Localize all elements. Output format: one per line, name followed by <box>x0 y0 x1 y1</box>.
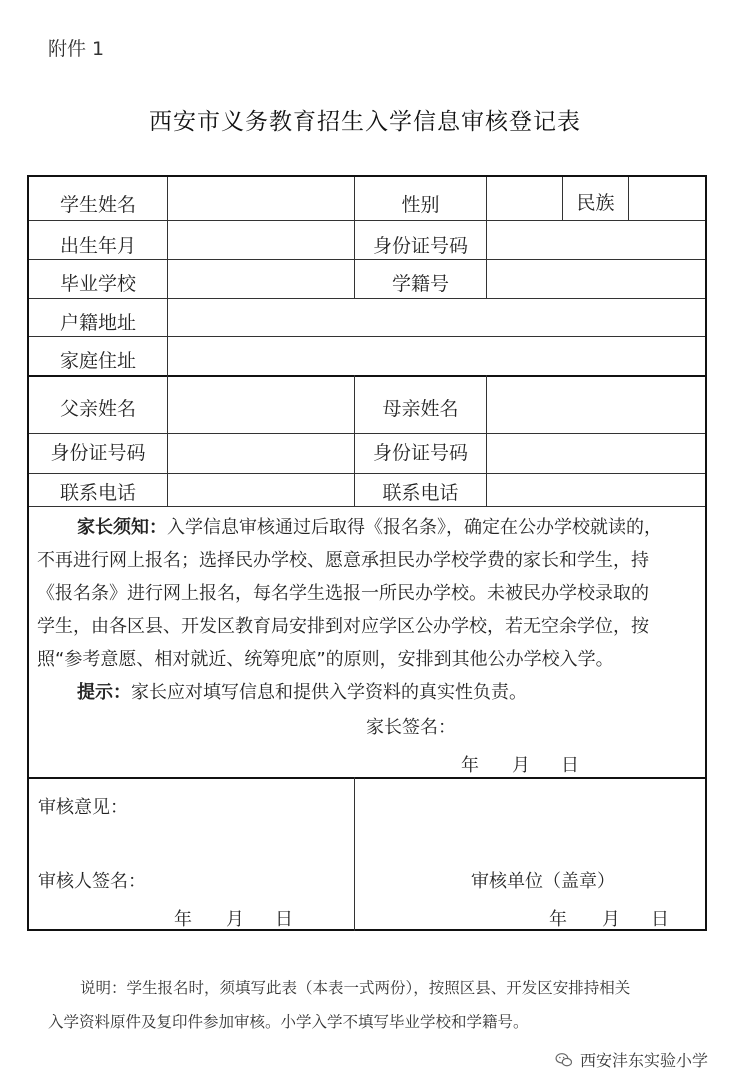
gender-label: 性别 <box>401 193 440 216</box>
mother-name-field[interactable] <box>487 377 705 433</box>
father-id-label: 身份证号码 <box>50 441 146 464</box>
home-address-field[interactable] <box>168 337 705 375</box>
unit-day: 日 <box>651 909 669 930</box>
parent-sign-month: 月 <box>512 755 530 776</box>
ethnicity-field[interactable] <box>629 177 705 220</box>
footnote-line-2: 入学资料原件及复印件参加审核。小学入学不填写毕业学校和学籍号。 <box>48 1013 529 1031</box>
wechat-icon <box>554 1050 574 1070</box>
father-id-field[interactable] <box>168 434 354 473</box>
unit-year: 年 <box>549 909 567 930</box>
father-name-label: 父亲姓名 <box>59 397 136 420</box>
notice-heading: 家长须知： <box>77 517 167 538</box>
col-divider <box>354 777 355 931</box>
tip-heading: 提示： <box>77 682 131 703</box>
hukou-address-label: 户籍地址 <box>59 311 136 334</box>
student-name-label: 学生姓名 <box>59 193 136 216</box>
registration-form <box>27 175 707 931</box>
graduation-school-field[interactable] <box>168 260 354 298</box>
gender-field[interactable] <box>487 177 562 220</box>
notice-line-3: 《报名条》进行网上报名，每名学生选报一所民办学校。未被民办学校录取的 <box>37 583 649 604</box>
review-opinion-label: 审核意见： <box>38 797 128 818</box>
father-phone-label: 联系电话 <box>59 481 136 504</box>
section-divider <box>29 777 705 779</box>
tip-text: 家长应对填写信息和提供入学资料的真实性负责。 <box>131 682 527 703</box>
reviewer-signature-label: 审核人签名： <box>38 871 146 892</box>
attachment-label: 附件 1 <box>48 38 105 60</box>
notice-line-4: 学生，由各区县、开发区教育局安排到对应学区公办学校，若无空余学位，按 <box>37 616 649 637</box>
birth-date-label: 出生年月 <box>59 234 136 257</box>
mother-phone-label: 联系电话 <box>382 481 459 504</box>
review-year: 年 <box>174 909 192 930</box>
mother-id-label: 身份证号码 <box>372 441 468 464</box>
ethnicity-label: 民族 <box>576 191 615 214</box>
parent-sign-day: 日 <box>561 755 579 776</box>
enrollment-number-label: 学籍号 <box>391 272 449 295</box>
notice-line-1 <box>37 511 699 544</box>
watermark <box>554 1048 708 1071</box>
birth-date-field[interactable] <box>168 221 354 259</box>
father-phone-field[interactable] <box>168 474 354 506</box>
student-id-field[interactable] <box>487 221 705 259</box>
student-name-field[interactable] <box>168 177 354 220</box>
parent-sign-year: 年 <box>461 755 479 776</box>
footnote-line-1: 说明：学生报名时，须填写此表（本表一式两份），按照区县、开发区安排持相关 <box>80 979 631 997</box>
enrollment-number-field[interactable] <box>487 260 705 298</box>
mother-phone-field[interactable] <box>487 474 705 506</box>
watermark-text: 西安沣东实验小学 <box>579 1051 708 1070</box>
notice-line-2: 不再进行网上报名；选择民办学校、愿意承担民办学校学费的家长和学生，持 <box>37 550 649 571</box>
review-month: 月 <box>226 909 244 930</box>
graduation-school-label: 毕业学校 <box>59 272 136 295</box>
notice-text-1: 入学信息审核通过后取得《报名条》，确定在公办学校就读的， <box>167 517 662 538</box>
review-unit-label: 审核单位（盖章） <box>471 871 615 892</box>
home-address-label: 家庭住址 <box>59 349 136 372</box>
mother-id-field[interactable] <box>487 434 705 473</box>
hukou-address-field[interactable] <box>168 299 705 336</box>
review-day: 日 <box>275 909 293 930</box>
parent-signature-label: 家长签名： <box>366 717 456 738</box>
tip-line <box>37 676 699 709</box>
father-name-field[interactable] <box>168 377 354 433</box>
student-id-label: 身份证号码 <box>372 234 468 257</box>
unit-month: 月 <box>602 909 620 930</box>
form-title: 西安市义务教育招生入学信息审核登记表 <box>149 109 581 135</box>
mother-name-label: 母亲姓名 <box>382 397 459 420</box>
notice-line-5: 照“参考意愿、相对就近、统筹兜底”的原则，安排到其他公办学校入学。 <box>37 649 614 670</box>
